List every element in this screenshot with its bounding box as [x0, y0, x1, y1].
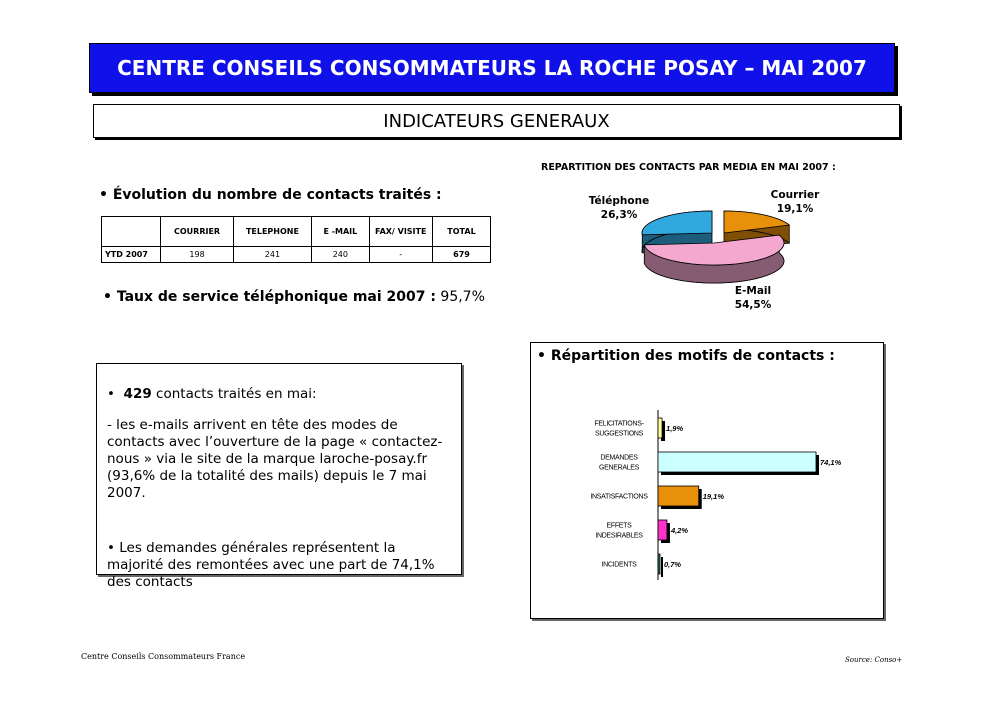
table-header-row [102, 217, 491, 247]
pie-chart-title: REPARTITION DES CONTACTS PAR MEDIA EN MAI 2007 : [541, 162, 836, 173]
col-courrier: COURRIER [161, 217, 233, 247]
bar-value-label: 19,1% [702, 492, 725, 501]
service-rate [103, 289, 485, 305]
pie-label-telephone [584, 194, 654, 222]
bar-chart-title: • Répartition des motifs de contacts : [537, 348, 835, 364]
bar [658, 418, 662, 438]
summary-paragraph-1: - les e-mails arrivent en tête des modes de contacts avec l’ouverture de la page « contactez-nous » via le site de la marque laroche-posay.fr (93,6% de la totalité des mails) depuis le 7 mai 2007. [107, 417, 443, 501]
col-total: TOTAL [432, 217, 490, 247]
cell-fax-visite: - [369, 247, 432, 263]
pie-label-telephone-name: Téléphone [588, 195, 650, 207]
bar [658, 520, 667, 540]
col-email: E -MAIL [312, 217, 369, 247]
bar-category-label: INSATISFACTIONS [590, 493, 648, 501]
pie-label-courrier-name: Courrier [770, 189, 820, 201]
bar-category-label: INDESIRABLES [595, 532, 643, 540]
footer-left: Centre Conseils Consommateurs France [81, 652, 246, 661]
cell-telephone: 241 [233, 247, 311, 263]
cell-total: 679 [432, 247, 490, 263]
contacts-table [101, 216, 491, 263]
row-label: YTD 2007 [102, 247, 161, 263]
pie-label-email-name: E-Mail [734, 285, 772, 297]
bar [658, 452, 816, 472]
bar-category-label: INCIDENTS [601, 561, 637, 569]
bar [658, 554, 660, 574]
bar-category-label: DEMANDES [600, 454, 638, 462]
col-fax-visite: FAX/ VISITE [369, 217, 432, 247]
col-telephone: TELEPHONE [233, 217, 311, 247]
bar-category-label: SUGGESTIONS [594, 430, 644, 438]
pie-label-email [718, 284, 788, 312]
pie-label-telephone-value: 26,3% [600, 209, 638, 221]
summary-paragraph-2: • Les demandes générales représentent la majorité des remontées avec une part de 74,1% des contacts [107, 540, 435, 590]
page-title: CENTRE CONSEILS CONSOMMATEURS LA ROCHE POSAY – MAI 2007 [117, 56, 867, 80]
bar [658, 486, 699, 506]
bar-value-label: 0,7% [664, 560, 682, 569]
pie-label-courrier [760, 188, 830, 216]
pie-label-courrier-value: 19,1% [776, 203, 814, 215]
reasons-bar-chart [531, 400, 881, 600]
service-rate-label: • Taux de service téléphonique mai 2007 : [103, 289, 436, 305]
table-corner [102, 217, 161, 247]
bar-value-label: 1,9% [666, 424, 684, 433]
table-row [102, 247, 491, 263]
title-banner [89, 43, 895, 93]
cell-courrier: 198 [161, 247, 233, 263]
bar-category-label: FELICITATIONS- [594, 420, 644, 428]
summary-count-suffix: contacts traités en mai: [156, 386, 317, 402]
summary-count-line: • 429 contacts traités en mai: [107, 386, 317, 402]
service-rate-value: 95,7% [440, 289, 485, 305]
cell-email: 240 [312, 247, 369, 263]
bar-value-label: 74,1% [820, 458, 842, 467]
bar-category-label: EFFETS [606, 522, 632, 530]
section-title-text: INDICATEURS GENERAUX [383, 110, 610, 132]
footer-source: Source: Conso+ [845, 656, 903, 664]
summary-count: 429 [123, 386, 152, 402]
bar-category-label: GENERALES [598, 464, 640, 472]
summary-box [96, 363, 462, 590]
pie-label-email-value: 54,5% [734, 299, 772, 311]
evolution-heading: • Évolution du nombre de contacts traités : [99, 187, 442, 203]
bar-value-label: 4,2% [670, 526, 689, 535]
section-title [93, 104, 900, 138]
bar-shadow [661, 557, 663, 577]
